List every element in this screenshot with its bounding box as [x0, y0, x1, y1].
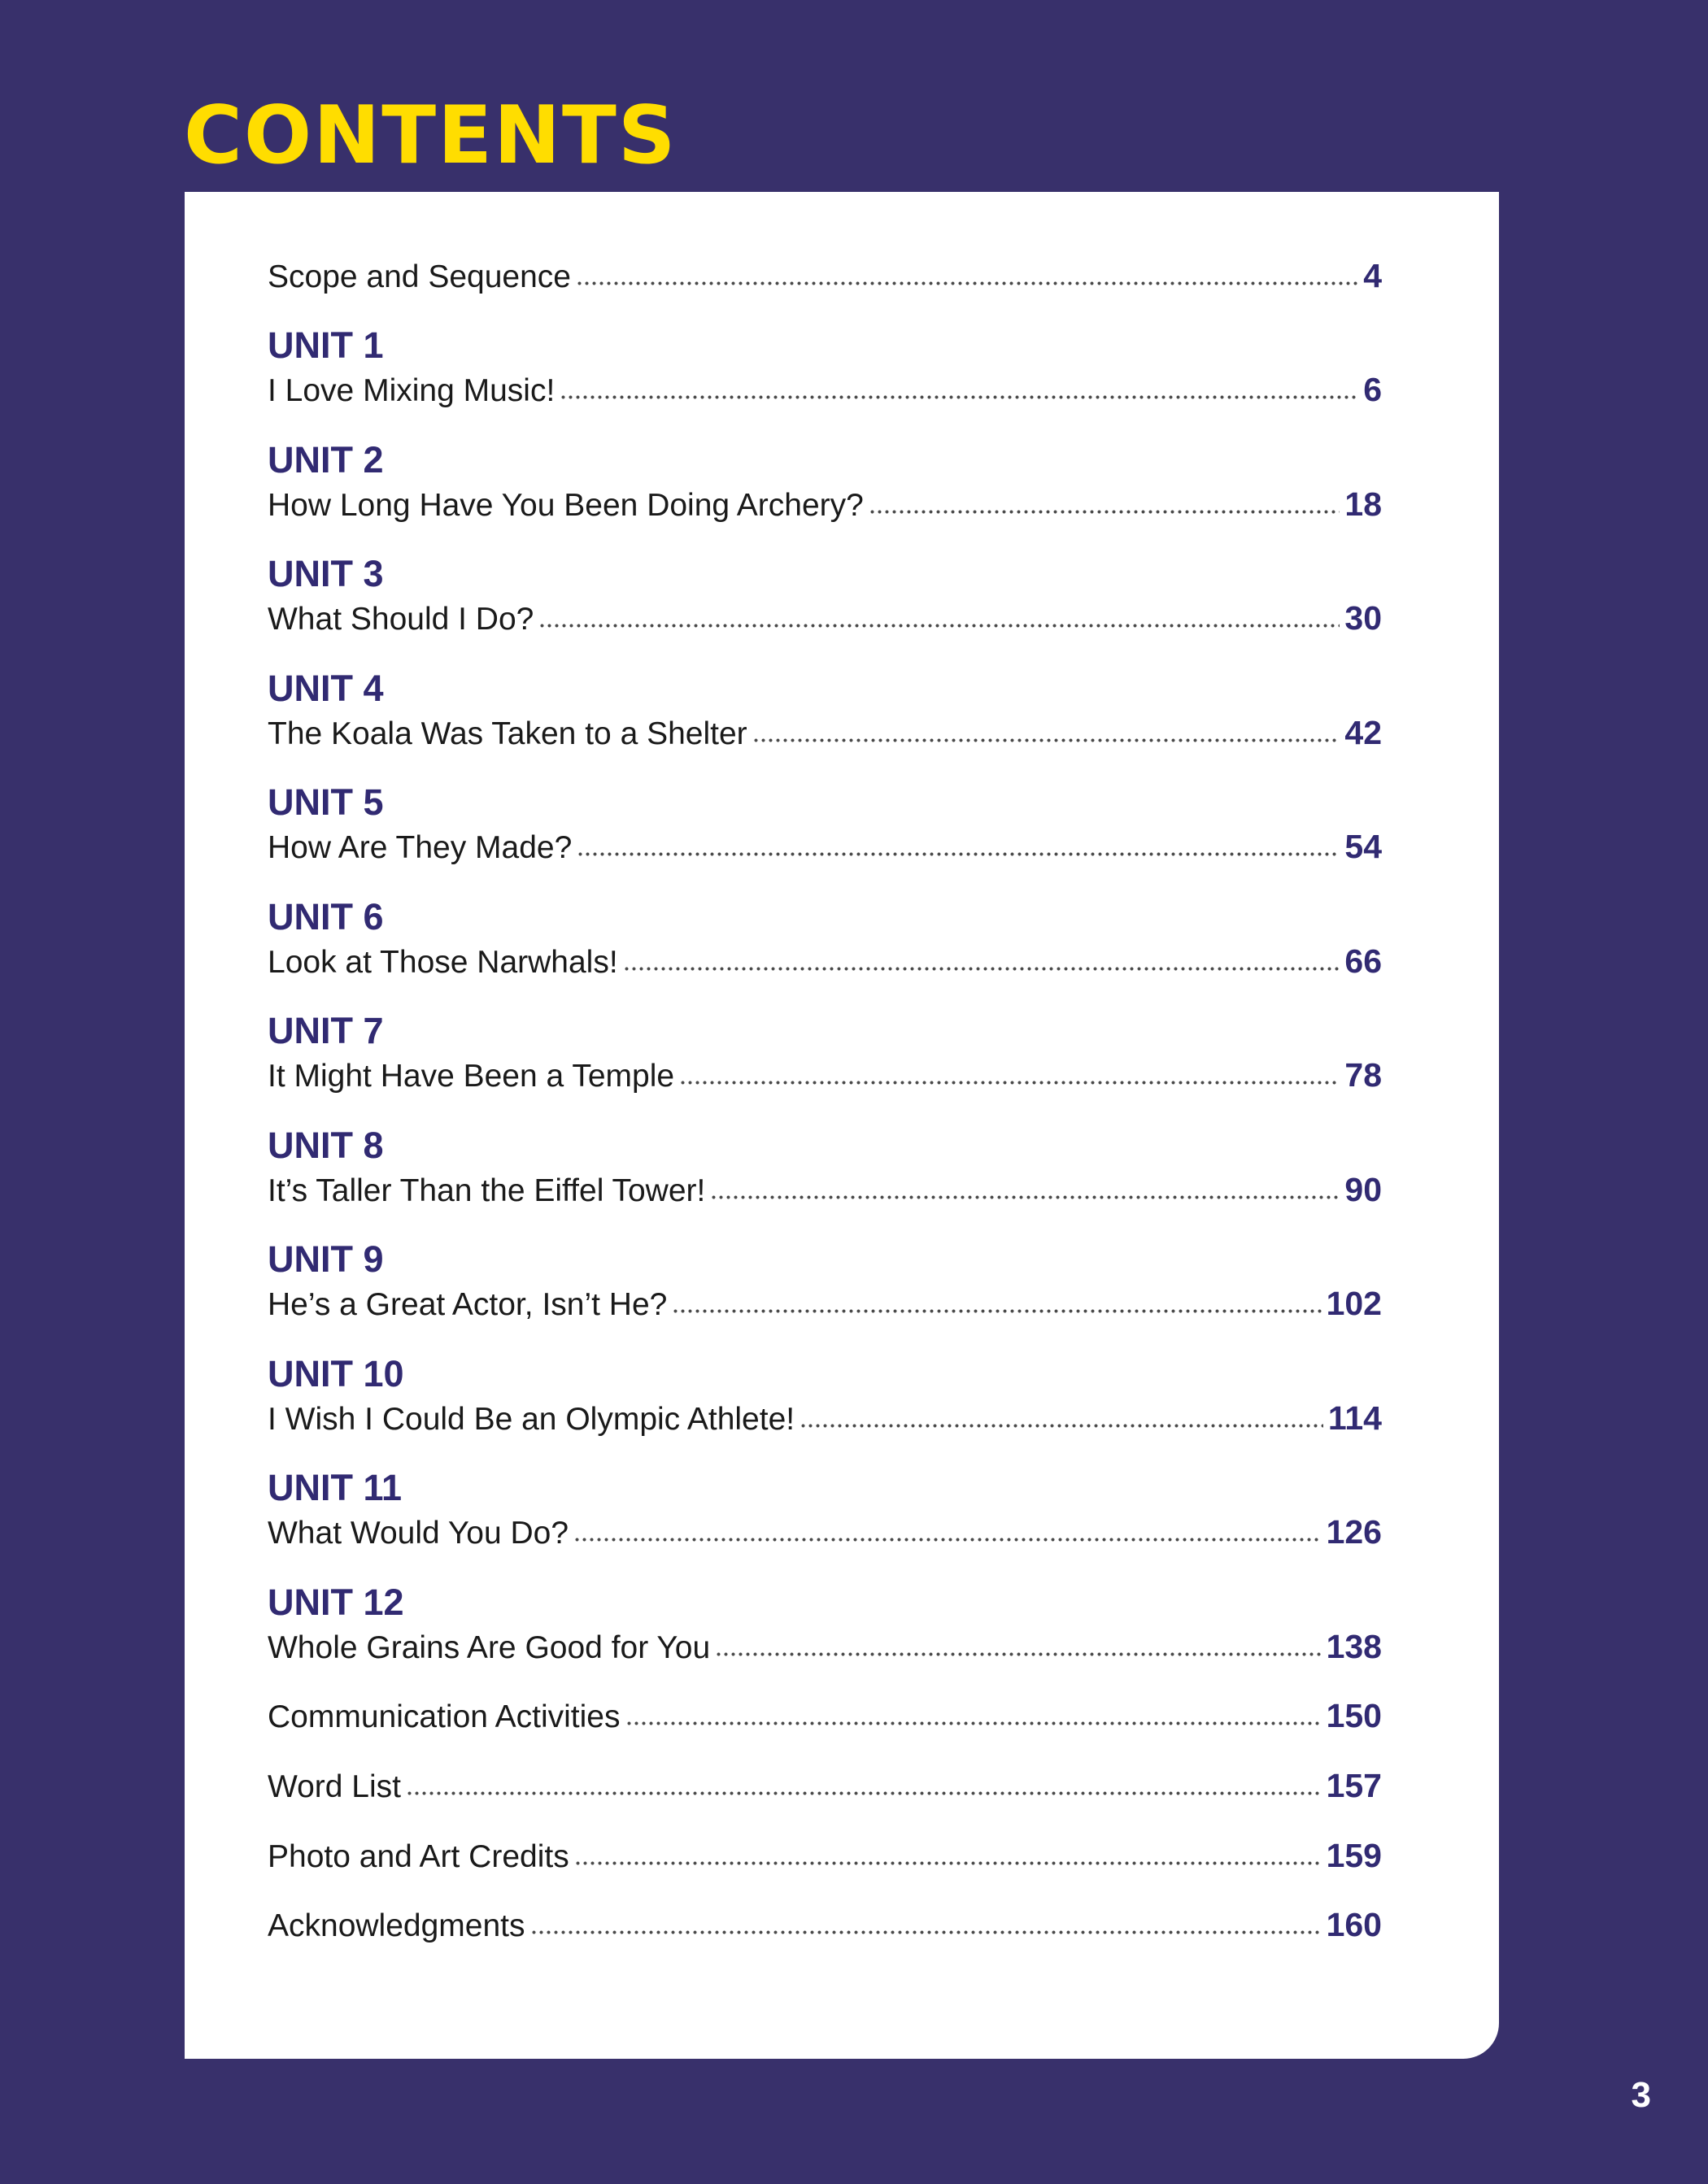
toc-entry-title: It’s Taller Than the Eiffel Tower! [268, 1173, 706, 1208]
toc-entry-title: How Long Have You Been Doing Archery? [268, 488, 864, 523]
dot-leader [715, 1651, 1321, 1658]
toc-page-number: 30 [1344, 599, 1382, 637]
toc-entry-title: Look at Those Narwhals! [268, 945, 618, 980]
dot-leader [560, 394, 1358, 401]
dot-leader [869, 508, 1340, 516]
toc-entry-communication-activities[interactable] [268, 1694, 1382, 1738]
toc-entry-unit-8[interactable] [268, 1124, 1382, 1212]
toc-row [268, 482, 1382, 526]
toc-entry-title: What Would You Do? [268, 1516, 569, 1551]
dot-leader [406, 1790, 1322, 1797]
toc-entry-unit-4[interactable] [268, 667, 1382, 755]
dot-leader [530, 1929, 1322, 1936]
toc-entry-scope-and-sequence[interactable] [268, 254, 1382, 298]
unit-label: UNIT 10 [268, 1353, 404, 1394]
toc-entry-title: The Koala Was Taken to a Shelter [268, 716, 747, 751]
toc-row [268, 939, 1382, 983]
toc-entry-unit-11[interactable] [268, 1466, 1382, 1554]
unit-label: UNIT 12 [268, 1581, 404, 1623]
toc-entry-title: It Might Have Been a Temple [268, 1059, 675, 1094]
unit-label: UNIT 1 [268, 324, 384, 366]
dot-leader [710, 1194, 1340, 1201]
toc-page-number: 54 [1344, 828, 1382, 865]
toc-entry-unit-10[interactable] [268, 1352, 1382, 1440]
toc-page-number: 126 [1326, 1513, 1382, 1551]
toc-entry-unit-1[interactable] [268, 324, 1382, 411]
dot-leader [672, 1307, 1321, 1315]
toc-entry-unit-7[interactable] [268, 1009, 1382, 1097]
dot-leader [679, 1079, 1340, 1086]
unit-label: UNIT 6 [268, 896, 384, 938]
toc-row [268, 1694, 1382, 1738]
toc-row [268, 1396, 1382, 1440]
toc-page-number: 6 [1363, 371, 1382, 408]
unit-label: UNIT 11 [268, 1467, 403, 1508]
unit-label: UNIT 9 [268, 1238, 384, 1280]
dot-leader [800, 1422, 1323, 1429]
toc-entry-title: He’s a Great Actor, Isn’t He? [268, 1287, 668, 1322]
toc-entry-photo-and-art-credits[interactable] [268, 1834, 1382, 1877]
toc-page-number: 66 [1344, 942, 1382, 980]
toc-entry-acknowledgments[interactable] [268, 1903, 1382, 1947]
toc-entry-title: Photo and Art Credits [268, 1839, 569, 1874]
toc-row [268, 824, 1382, 868]
toc-entry-unit-6[interactable] [268, 895, 1382, 983]
toc-row [268, 1764, 1382, 1808]
toc-entry-title: Whole Grains Are Good for You [268, 1630, 711, 1665]
toc-row [268, 711, 1382, 755]
toc-entry-title: Scope and Sequence [268, 259, 571, 294]
unit-label: UNIT 7 [268, 1010, 384, 1051]
toc-page-number: 114 [1327, 1399, 1382, 1437]
unit-label: UNIT 5 [268, 781, 384, 823]
toc-row [268, 1903, 1382, 1947]
toc-entry-title: Communication Activities [268, 1699, 621, 1734]
dot-leader [625, 1720, 1322, 1727]
toc-page-number: 150 [1326, 1697, 1382, 1734]
dot-leader [623, 965, 1340, 972]
toc-page-number: 138 [1326, 1628, 1382, 1665]
toc-entry-title: How Are They Made? [268, 830, 573, 865]
toc-entry-title: I Love Mixing Music! [268, 373, 556, 408]
toc-row [268, 1510, 1382, 1554]
toc-row [268, 1168, 1382, 1212]
toc-row [268, 1625, 1382, 1668]
unit-label: UNIT 2 [268, 439, 384, 481]
toc-entry-title: I Wish I Could Be an Olympic Athlete! [268, 1402, 795, 1437]
toc-row [268, 254, 1382, 298]
dot-leader [752, 737, 1340, 744]
page-number: 3 [1631, 2075, 1651, 2115]
unit-label: UNIT 8 [268, 1125, 384, 1166]
toc-page-number: 160 [1326, 1906, 1382, 1943]
toc-entry-unit-3[interactable] [268, 552, 1382, 640]
toc-entry-unit-9[interactable] [268, 1238, 1382, 1325]
toc-page-number: 78 [1344, 1056, 1382, 1094]
toc-entry-title: What Should I Do? [268, 602, 534, 637]
unit-label: UNIT 4 [268, 668, 384, 709]
toc-entry-word-list[interactable] [268, 1764, 1382, 1808]
toc-row [268, 1053, 1382, 1097]
toc-page-number: 102 [1326, 1285, 1382, 1322]
toc-entry-title: Word List [268, 1769, 401, 1804]
dot-leader [577, 851, 1340, 858]
toc-entry-unit-5[interactable] [268, 781, 1382, 868]
dot-leader [574, 1860, 1322, 1867]
toc-page-number: 90 [1344, 1171, 1382, 1208]
toc-row [268, 368, 1382, 411]
unit-label: UNIT 3 [268, 553, 384, 594]
toc-page-number: 42 [1344, 714, 1382, 751]
toc-entry-unit-12[interactable] [268, 1581, 1382, 1668]
toc-page-number: 159 [1326, 1837, 1382, 1874]
toc-row [268, 596, 1382, 640]
toc-page-number: 157 [1326, 1767, 1382, 1804]
dot-leader [538, 622, 1340, 629]
dot-leader [573, 1536, 1322, 1543]
toc-row [268, 1281, 1382, 1325]
toc-row [268, 1834, 1382, 1877]
toc-entry-title: Acknowledgments [268, 1908, 525, 1943]
dot-leader [576, 280, 1358, 287]
toc-entry-unit-2[interactable] [268, 438, 1382, 526]
toc-page-number: 4 [1363, 257, 1382, 294]
page-title: CONTENTS [184, 89, 678, 182]
toc-page-number: 18 [1344, 485, 1382, 523]
